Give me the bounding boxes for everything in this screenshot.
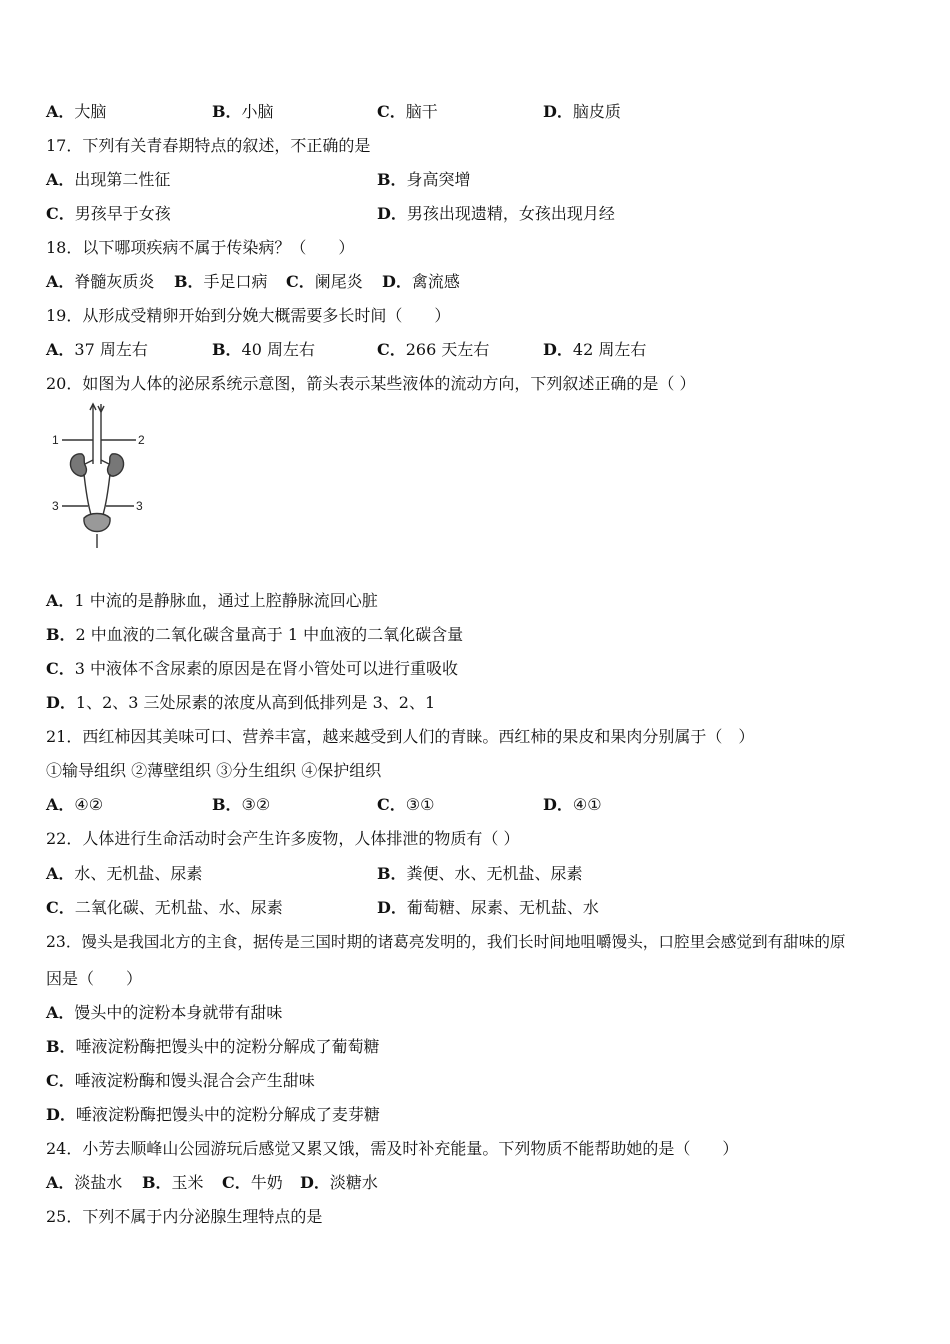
option-c: C．阑尾炎 [286, 272, 363, 291]
option-d: D．淡糖水 [300, 1173, 378, 1192]
option-d: D．④① [543, 795, 602, 814]
option-b: B．③② [212, 795, 271, 814]
q17-stem: 17．下列有关青春期特点的叙述，不正确的是 [46, 136, 371, 155]
option-b: B．手足口病 [174, 272, 268, 291]
urinary-system-diagram [52, 402, 156, 552]
option-d: D．葡萄糖、尿素、无机盐、水 [377, 898, 599, 917]
figure-label-3-left: 3 [52, 499, 59, 513]
q21-stem: 21．西红柿因其美味可口、营养丰富，越来越受到人们的青睐。西红柿的果皮和果肉分别属于（ ） [46, 727, 755, 746]
renal-vessel [85, 460, 93, 464]
q20-stem: 20．如图为人体的泌尿系统示意图，箭头表示某些液体的流动方向，下列叙述正确的是（ ） [46, 374, 696, 393]
q23-option-c: C．唾液淀粉酶和馒头混合会产生甜味 [46, 1071, 315, 1090]
option-a: A．脊髓灰质炎 [46, 272, 155, 291]
option-a: A．水、无机盐、尿素 [46, 864, 203, 883]
option-a: A．④② [46, 795, 104, 814]
option-d: D．42 周左右 [543, 340, 647, 359]
renal-vessel [101, 460, 109, 464]
option-c: C．男孩早于女孩 [46, 204, 171, 223]
option-b: B．身高突增 [377, 170, 471, 189]
q19-stem: 19．从形成受精卵开始到分娩大概需要多长时间（ ） [46, 306, 451, 325]
figure-label-3-right: 3 [136, 499, 143, 513]
bladder [84, 514, 110, 532]
option-c: C．③① [377, 795, 435, 814]
option-a: A．淡盐水 [46, 1173, 123, 1192]
option-d: D．脑皮质 [543, 102, 621, 121]
q23-option-a: A．馒头中的淀粉本身就带有甜味 [46, 1003, 283, 1022]
option-c: C．266 天左右 [377, 340, 490, 359]
q23-option-b: B．唾液淀粉酶把馒头中的淀粉分解成了葡萄糖 [46, 1037, 380, 1056]
q24-stem: 24．小芳去顺峰山公园游玩后感觉又累又饿，需及时补充能量。下列物质不能帮助她的是（ ） [46, 1139, 739, 1158]
option-b: B．粪便、水、无机盐、尿素 [377, 864, 583, 883]
q20-option-a: A．1 中流的是静脉血，通过上腔静脉流回心脏 [46, 591, 378, 610]
q20-option-d: D．1、2、3 三处尿素的浓度从高到低排列是 3、2、1 [46, 693, 436, 712]
option-d: D．禽流感 [382, 272, 460, 291]
option-b: B．玉米 [142, 1173, 204, 1192]
q23-stem-line2: 因是（ ） [46, 969, 143, 988]
left-kidney [70, 454, 86, 476]
option-a: A．大脑 [46, 102, 107, 121]
q20-option-c: C．3 中液体不含尿素的原因是在肾小管处可以进行重吸收 [46, 659, 459, 678]
option-b: B．小脑 [212, 102, 274, 121]
q20-option-b: B．2 中血液的二氧化碳含量高于 1 中血液的二氧化碳含量 [46, 625, 464, 644]
q18-stem: 18．以下哪项疾病不属于传染病？（ ） [46, 238, 355, 257]
figure-label-2: 2 [138, 433, 145, 447]
right-ureter [102, 474, 110, 518]
left-ureter [84, 474, 92, 518]
option-c: C．脑干 [377, 102, 438, 121]
q21-choices: ①输导组织 ②薄壁组织 ③分生组织 ④保护组织 [46, 761, 382, 780]
option-a: A．37 周左右 [46, 340, 148, 359]
option-b: B．40 周左右 [212, 340, 315, 359]
option-d: D．男孩出现遗精，女孩出现月经 [377, 204, 615, 223]
q22-stem: 22．人体进行生命活动时会产生许多废物，人体排泄的物质有（ ） [46, 829, 520, 848]
option-c: C．牛奶 [222, 1173, 283, 1192]
right-kidney [108, 454, 124, 476]
option-a: A．出现第二性征 [46, 170, 171, 189]
figure-label-1: 1 [52, 433, 59, 447]
option-c: C．二氧化碳、无机盐、水、尿素 [46, 898, 283, 917]
q23-stem-line1: 23．馒头是我国北方的主食，据传是三国时期的诸葛亮发明的，我们长时间地咀嚼馒头，口腔里会感觉到有甜味的原 [46, 933, 846, 951]
q25-stem: 25．下列不属于内分泌腺生理特点的是 [46, 1207, 323, 1226]
q23-option-d: D．唾液淀粉酶把馒头中的淀粉分解成了麦芽糖 [46, 1105, 380, 1124]
